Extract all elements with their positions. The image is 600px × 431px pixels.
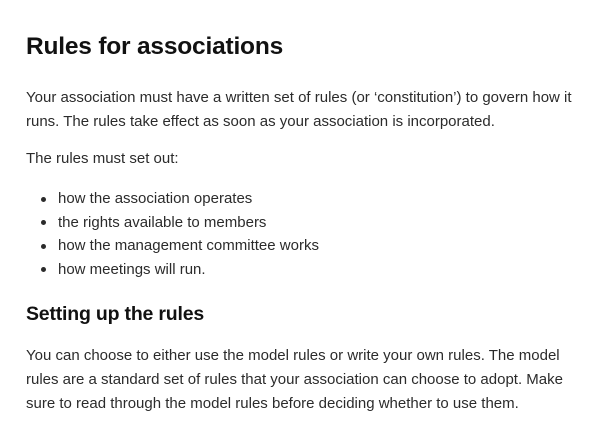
rules-list [26,187,574,281]
section-heading: Setting up the rules [26,303,205,325]
list-item-text: how the association operates [58,190,253,207]
bullet-icon [41,244,46,249]
page-title: Rules for associations [26,33,284,60]
list-intro-text: The rules must set out: [26,150,179,167]
list-item-text: how the management committee works [58,237,319,255]
bullet-icon [41,220,46,225]
bullet-icon [41,267,46,272]
list-item [26,234,574,258]
list-item-text: the rights available to members [58,213,267,231]
section-paragraph: You can choose to either use the model rules or write your own rules. The model rules are a standard set of rules that your association can choose to adopt. Make sure to read through the model rules before deciding whether to use them. [26,347,563,412]
list-item [26,187,574,211]
bullet-icon [41,197,46,202]
list-item-text: how meetings will run. [58,260,206,278]
list-item [26,258,574,282]
list-item [26,211,574,235]
intro-paragraph: Your association must have a written set of rules (or ‘constitution’) to govern how it runs. The rules take effect as soon as your association is incorporated. [26,89,572,130]
